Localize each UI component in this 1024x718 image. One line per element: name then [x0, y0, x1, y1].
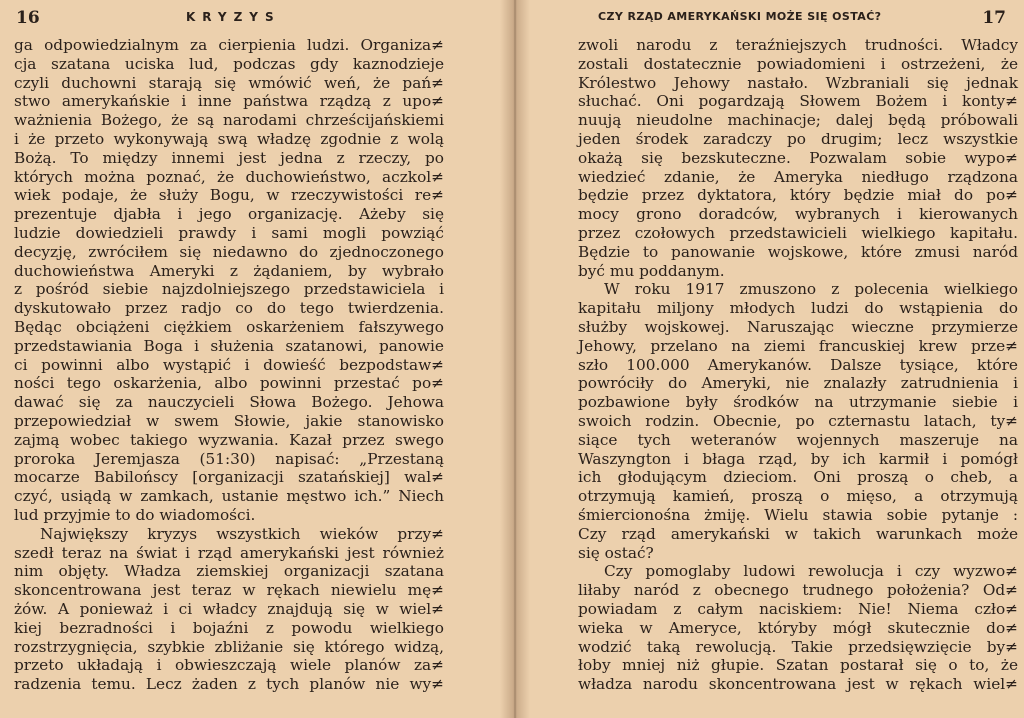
text-line: duchowieństwa Ameryki z żądaniem, by wybrało — [14, 261, 444, 280]
text-line: powiadam z całym naciskiem: Nie! Niema czło≠ — [578, 599, 1018, 618]
text-line: wodzić taką rewolucją. Takie przedsięwzięcie by≠ — [578, 637, 1018, 656]
text-line: wiedzieć zdanie, że Ameryka niedługo rządzona — [578, 167, 1018, 186]
right-page — [516, 0, 1024, 718]
text-line: dawać się za nauczycieli Słowa Bożego. Jehowa — [14, 393, 444, 412]
text-line: Będąc obciążeni ciężkiem oskarżeniem fałszywego — [14, 317, 444, 336]
text-line: być mu poddanym. — [578, 261, 725, 280]
text-line: wieka w Ameryce, któryby mógł skutecznie do≠ — [578, 618, 1018, 637]
text-line: Będzie to panowanie wojskowe, które zmusi naród — [578, 242, 1018, 261]
text-line: nim objęty. Władza ziemskiej organizacji szatana — [14, 562, 444, 581]
text-line: czyć, usiądą w zamkach, ustanie męstwo ich.” Niech — [14, 487, 444, 506]
text-line: Waszyngton i błaga rząd, by ich karmił i pomógł — [578, 449, 1018, 468]
text-line: władza narodu skoncentrowana jest w rękach wiel≠ — [578, 675, 1018, 694]
text-line: decyzję, zwróciłem się niedawno do zjednoczonego — [14, 242, 444, 261]
text-line: i że przeto wykonywają swą władzę zgodnie z wolą — [14, 129, 444, 148]
text-line: rozstrzygnięcia, szybkie zbliżanie się którego widzą, — [14, 637, 444, 656]
text-line: ga odpowiedzialnym za cierpienia ludzi. Organiza≠ — [14, 36, 444, 54]
text-line: nuują nieudolne machinacje; dalej będą próbowali — [578, 111, 1018, 130]
text-line: przedstawiania Boga i służenia szatanowi, panowie — [14, 336, 444, 355]
text-line: ludzie dowiedzieli prawdy i sami mogli powziąć — [14, 223, 444, 242]
text-line: swoich rodzin. Obecnie, po czternastu latach, ty≠ — [578, 411, 1018, 430]
text-line: siące tych weteranów wojennych maszeruje na — [578, 430, 1018, 449]
text-line: dyskutowało przez radjo co do tego twierdzenia. — [14, 299, 444, 318]
right-page-body — [578, 36, 1016, 694]
text-line: czyli duchowni starają się wmówić weń, że pań≠ — [14, 73, 444, 92]
running-head: KRYZYS — [186, 10, 281, 24]
text-line: Czy rząd amerykański w takich warunkach może — [578, 524, 1018, 543]
text-line: przez czołowych przedstawicieli wielkiego kapitału. — [578, 223, 1018, 242]
text-line: ich głodującym dzieciom. Oni proszą o cheb, a — [578, 468, 1018, 487]
text-line: prezentuje djabła i jego organizację. Ażeby się — [14, 205, 444, 224]
text-line: szło 100.000 Amerykanów. Dalsze tysiące, które — [578, 355, 1018, 374]
text-line: będzie przez dyktatora, który będzie miał do po≠ — [578, 186, 1018, 205]
running-head: CZY RZĄD AMERYKAŃSKI MOŻE SIĘ OSTAĆ? — [598, 10, 882, 23]
text-line: zajmą wobec takiego wyzwania. Kazał przez swego — [14, 430, 444, 449]
text-line: szedł teraz na świat i rząd amerykański jest również — [14, 543, 444, 562]
text-line: przepowiedział w swem Słowie, jakie stanowisko — [14, 411, 444, 430]
text-line: zostali dostatecznie powiadomieni i ostrzeżeni, że — [578, 54, 1018, 73]
text-line: których można poznać, że duchowieństwo, aczkol≠ — [14, 167, 444, 186]
right-page-header — [578, 0, 1016, 36]
text-line: radzenia temu. Lecz żaden z tych planów nie wy≠ — [14, 675, 444, 694]
text-line: proroka Jeremjasza (51:30) napisać: „Przestaną — [14, 449, 444, 468]
text-line: okażą się bezskuteczne. Pozwalam sobie wypo≠ — [578, 148, 1018, 167]
left-page-body — [14, 36, 506, 694]
text-line: mocarze Babilońscy [organizacji szatańskiej] wal≠ — [14, 468, 444, 487]
text-line: ci powinni albo wystąpić i dowieść bezpodstaw≠ — [14, 355, 444, 374]
text-line: łoby mniej niż głupie. Szatan postarał się o to, że — [578, 656, 1018, 675]
text-line: jeden środek zaradczy po drugim; lecz wszystkie — [578, 129, 1018, 148]
text-line: Królestwo Jehowy nastało. Wzbraniali się jednak — [578, 73, 1018, 92]
text-line: otrzymują kamień, proszą o mięso, a otrzymują — [578, 487, 1018, 506]
text-line: skoncentrowana jest teraz w rękach niewielu mę≠ — [14, 581, 444, 600]
text-line: z pośród siebie najzdolniejszego przedstawiciela i — [14, 280, 444, 299]
text-line: śmiercionośna żmiję. Wielu stawia sobie pytanje : — [578, 505, 1018, 524]
text-line: Bożą. To między innemi jest jedna z rzeczy, po — [14, 148, 444, 167]
text-line: kiej bezradności i bojaźni z powodu wielkiego — [14, 618, 444, 637]
page-number: 16 — [16, 8, 40, 28]
text-line: Największy kryzys wszystkich wieków przy≠ — [40, 524, 444, 543]
text-line: kapitału miljony młodych ludzi do wstąpienia do — [578, 299, 1018, 318]
text-line: żów. A ponieważ i ci władcy znajdują się w wiel≠ — [14, 599, 444, 618]
text-line: lud przyjmie to do wiadomości. — [14, 505, 256, 524]
text-line: mocy grono doradców, wybranych i kierowanych — [578, 205, 1018, 224]
text-line: słuchać. Oni pogardzają Słowem Bożem i konty≠ — [578, 92, 1018, 111]
text-line: ważnienia Bożego, że są narodami chrześcijańskiemi — [14, 111, 444, 130]
text-line: wiek podaje, że służy Bogu, w rzeczywistości re≠ — [14, 186, 444, 205]
text-line: służby wojskowej. Naruszając wieczne przymierze — [578, 317, 1018, 336]
text-line: pozbawione były środków na utrzymanie siebie i — [578, 393, 1018, 412]
text-line: W roku 1917 zmuszono z polecenia wielkiego — [604, 280, 1018, 299]
text-line: powróciły do Ameryki, nie znalazły zatrudnienia i — [578, 374, 1018, 393]
text-line: Czy pomoglaby ludowi rewolucja i czy wyzwo≠ — [604, 562, 1018, 581]
text-line: cja szatana uciska lud, podczas gdy kaznodzieje — [14, 54, 444, 73]
text-line: się ostać? — [578, 543, 654, 562]
text-line: zwoli narodu z teraźniejszych trudności. Władcy — [578, 36, 1018, 54]
text-line: stwo amerykańskie i inne państwa rządzą z upo≠ — [14, 92, 444, 111]
left-page-header — [14, 0, 506, 36]
text-line: przeto układają i obwieszczają wiele planów za≠ — [14, 656, 444, 675]
text-line: Jehowy, przelano na ziemi francuskiej krew prze≠ — [578, 336, 1018, 355]
text-line: liłaby naród z obecnego trudnego położenia? Od≠ — [578, 581, 1018, 600]
text-line: ności tego oskarżenia, albo powinni przestać po≠ — [14, 374, 444, 393]
page-number: 17 — [982, 8, 1006, 28]
